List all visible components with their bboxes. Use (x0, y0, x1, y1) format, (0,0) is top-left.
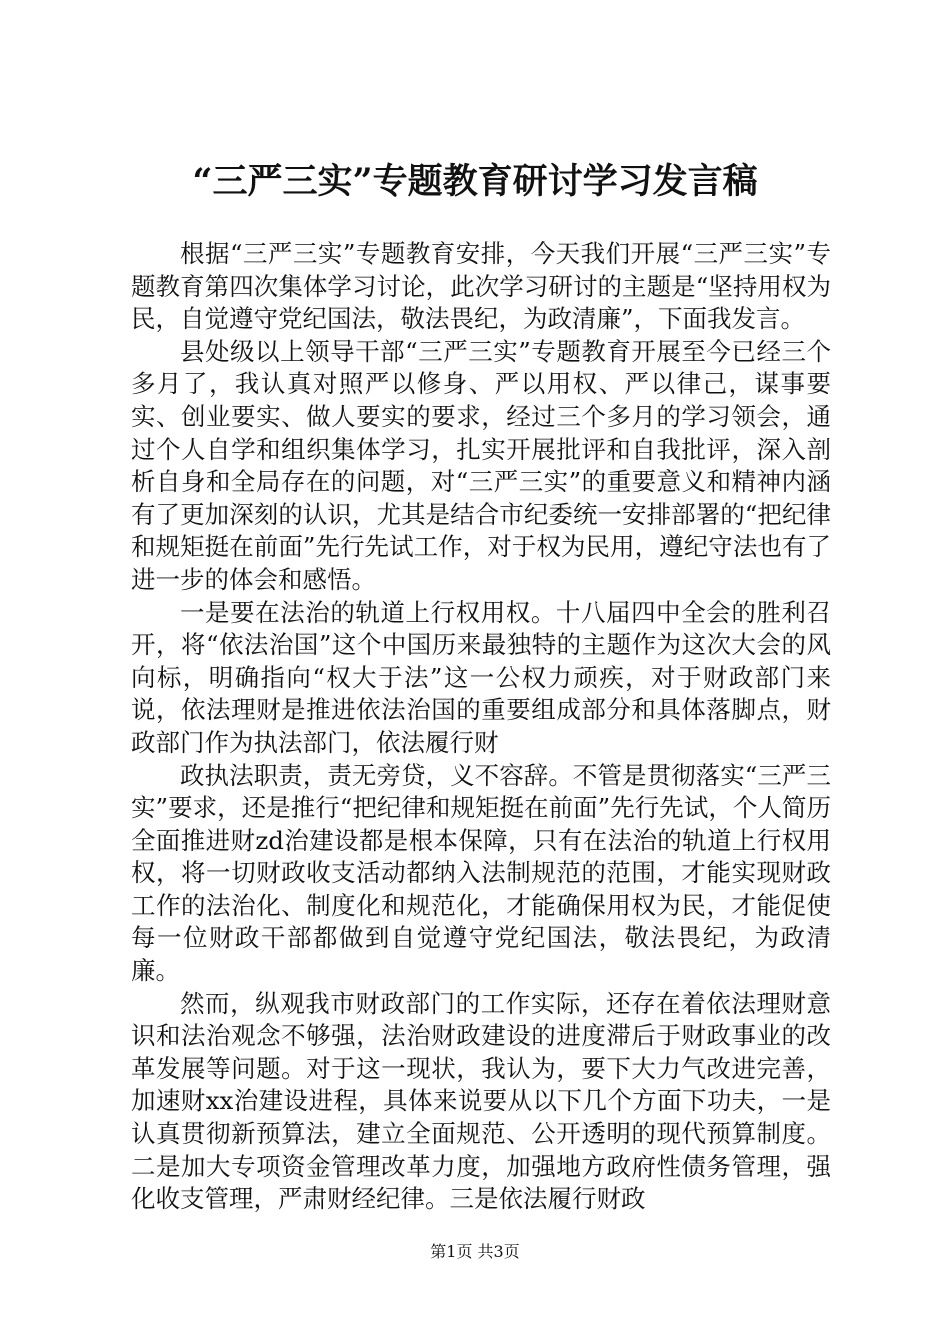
paragraph-1: 根据“三严三实”专题教育安排，今天我们开展“三严三实”专题教育第四次集体学习讨论，此次学习研讨的主题是“坚持用权为民，自觉遵守党纪国法，敬法畏纪，为政清廉”，下面我发言。 (131, 239, 831, 334)
document-body (131, 238, 831, 1216)
paragraph-4: 政执法职责，责无旁贷，义不容辞。不管是贯彻落实“三严三实”要求，还是推行“把纪律和规矩挺在前面”先行先试，个人简历全面推进财zd治建设都是根本保障，只有在法治的轨道上行权用权，将一切财政收支活动都纳入法制规范的范围，才能实现财政工作的法治化、制度化和规范化，才能确保用权为民，才能促使每一位财政干部都做到自觉遵守党纪国法，敬法畏纪，为政清廉。 (131, 760, 831, 986)
paragraph-2: 县处级以上领导干部“三严三实”专题教育开展至今已经三个多月了，我认真对照严以修身、严以用权、严以律己，谋事要实、创业要实、做人要实的要求，经过三个多月的学习领会，通过个人自学和组织集体学习，扎实开展批评和自我批评，深入剖析自身和全局存在的问题，对“三严三实”的重要意义和精神内涵有了更加深刻的认识，尤其是结合市纪委统一安排部署的“把纪律和规矩挺在前面”先行先试工作，对于权为民用，遵纪守法也有了进一步的体会和感悟。 (131, 336, 831, 594)
page-number-footer: 第1页 共3页 (430, 1242, 520, 1261)
paragraph-5: 然而，纵观我市财政部门的工作实际，还存在着依法理财意识和法治观念不够强，法治财政建设的进度滞后于财政事业的改革发展等问题。对于这一现状，我认为，要下大力气改进完善，加速财xx治建设进程，具体来说要从以下几个方面下功夫，一是认真贯彻新预算法，建立全面规范、公开透明的现代预算制度。二是加大专项资金管理改革力度，加强地方政府性债务管理，强化收支管理，严肃财经纪律。三是依法履行财政 (131, 988, 831, 1214)
document-title: “三严三实”专题教育研讨学习发言稿 (192, 161, 758, 202)
paragraph-3: 一是要在法治的轨道上行权用权。十八届四中全会的胜利召开，将“依法治国”这个中国历来最独特的主题作为这次大会的风向标，明确指向“权大于法”这一公权力顽疾，对于财政部门来说，依法理财是推进依法治国的重要组成部分和具体落脚点，财政部门作为执法部门，依法履行财 (131, 597, 831, 757)
